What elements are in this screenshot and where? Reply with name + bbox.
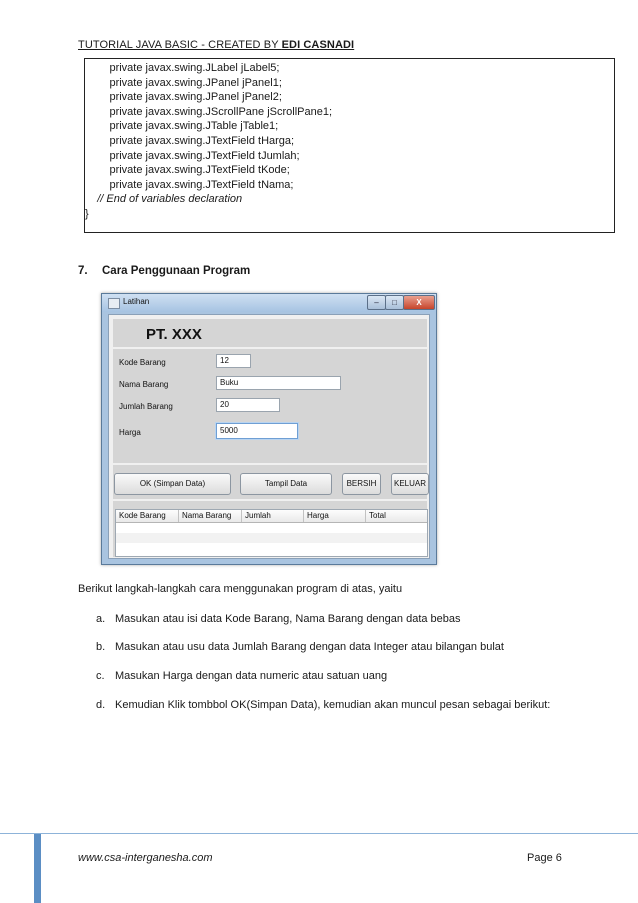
button-panel	[113, 465, 427, 499]
java-app-icon	[108, 298, 120, 309]
code-line: private javax.swing.JTable jTable1;	[85, 120, 279, 133]
section-title	[78, 265, 250, 277]
footer-accent-bar	[34, 834, 41, 903]
company-title: PT. XXX	[146, 326, 202, 343]
code-box	[84, 58, 615, 233]
nama-field[interactable]: Buku	[216, 376, 341, 390]
data-table[interactable]	[115, 509, 428, 557]
list-item	[96, 641, 504, 653]
footer-url[interactable]: www.csa-interganesha.com	[78, 852, 213, 864]
list-marker: c.	[96, 670, 105, 682]
column-header[interactable]: Jumlah	[242, 510, 304, 522]
list-text: Kemudian Klik tombbol OK(Simpan Data), kemudian akan muncul pesan sebagai berikut:	[115, 699, 551, 711]
list-marker: d.	[96, 699, 106, 711]
code-line: private javax.swing.JTextField tJumlah;	[85, 149, 300, 162]
tampil-data-button[interactable]: Tampil Data	[240, 473, 332, 495]
jumlah-field[interactable]: 20	[216, 398, 280, 412]
code-line: private javax.swing.JTextField tHarga;	[85, 134, 295, 147]
bersih-button[interactable]: BERSIH	[342, 473, 381, 495]
window-client	[108, 314, 430, 559]
code-line: }	[85, 207, 89, 220]
column-header[interactable]: Kode Barang	[116, 510, 179, 522]
list-item	[96, 670, 387, 682]
list-item	[96, 699, 550, 711]
list-text: Masukan Harga dengan data numeric atau satuan uang	[115, 670, 388, 682]
kode-field[interactable]: 12	[216, 354, 251, 368]
list-marker: b.	[96, 641, 106, 653]
table-row[interactable]	[116, 533, 427, 543]
table-header	[116, 510, 427, 523]
window-title: Latihan	[123, 297, 150, 306]
column-header[interactable]: Total	[369, 511, 386, 520]
footer-rule	[0, 833, 638, 834]
list-marker: a.	[96, 613, 106, 625]
nama-label: Nama Barang	[119, 380, 169, 389]
form-panel	[113, 349, 427, 463]
section-number: 7.	[78, 265, 88, 277]
code-line: private javax.swing.JPanel jPanel1;	[85, 76, 282, 89]
close-button[interactable]: X	[403, 295, 435, 310]
intro-text: Berikut langkah-langkah cara menggunakan program di atas, yaitu	[78, 583, 403, 595]
code-line: private javax.swing.JTextField tKode;	[85, 164, 290, 177]
window-titlebar[interactable]	[102, 294, 436, 312]
header-prefix: TUTORIAL JAVA BASIC - CREATED BY	[78, 39, 282, 51]
keluar-button[interactable]: KELUAR	[391, 473, 429, 495]
column-header[interactable]: Harga	[304, 510, 366, 522]
list-text: Masukan atau isi data Kode Barang, Nama Barang dengan data bebas	[115, 613, 461, 625]
column-header[interactable]: Nama Barang	[179, 510, 242, 522]
code-line: private javax.swing.JTextField tNama;	[85, 178, 294, 191]
section-title-text: Cara Penggunaan Program	[102, 265, 251, 277]
code-comment: // End of variables declaration	[85, 193, 243, 206]
maximize-button[interactable]: □	[385, 295, 404, 310]
page-number: Page 6	[527, 852, 562, 864]
header-author: EDI CASNADI	[281, 39, 355, 51]
header-panel	[113, 319, 427, 347]
table-row[interactable]	[116, 543, 427, 553]
kode-label: Kode Barang	[119, 358, 166, 367]
jumlah-label: Jumlah Barang	[119, 402, 173, 411]
minimize-button[interactable]: –	[367, 295, 386, 310]
harga-field[interactable]: 5000	[216, 423, 298, 439]
code-line: private javax.swing.JLabel jLabel5;	[85, 62, 280, 74]
list-text: Masukan atau usu data Jumlah Barang dengan data Integer atau bilangan bulat	[115, 641, 504, 653]
list-item	[96, 613, 461, 625]
harga-label: Harga	[119, 428, 141, 437]
table-row[interactable]	[116, 523, 427, 533]
code-line: private javax.swing.JPanel jPanel2;	[85, 91, 282, 104]
ok-simpan-button[interactable]: OK (Simpan Data)	[114, 473, 231, 495]
java-window	[101, 293, 437, 565]
page-header	[78, 39, 354, 51]
code-line: private javax.swing.JScrollPane jScrollPane1;	[85, 105, 333, 118]
